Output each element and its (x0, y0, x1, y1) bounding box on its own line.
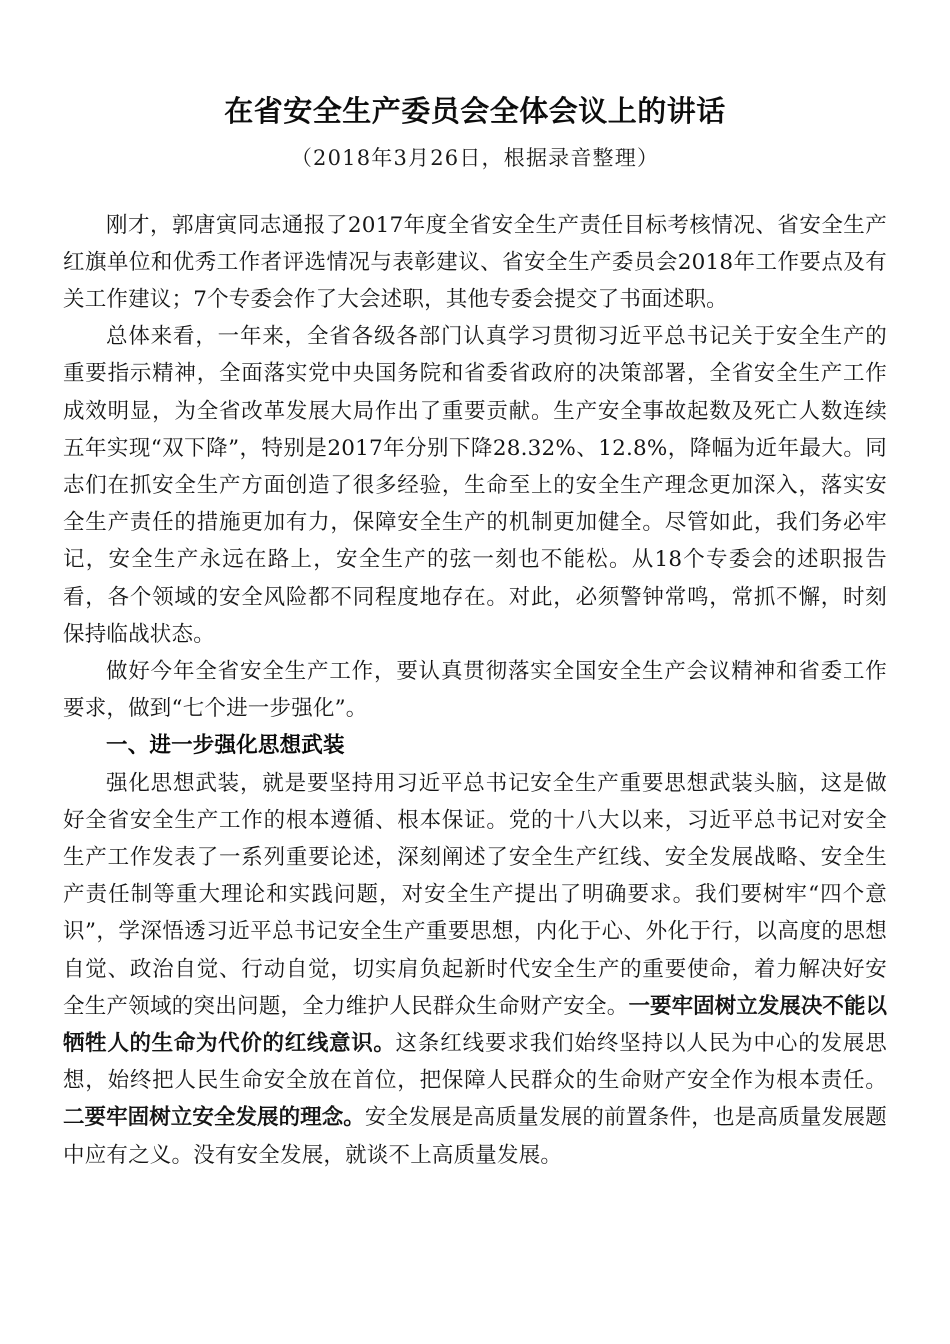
text-run: 安全发展是高质量发展的前置条件，也是高质量发展题中应有之义。没有安全发展，就谈不上高质量发展。 (63, 1105, 887, 1168)
text-run: 这条红线要求我们始终坚持以人民为中心的发展思想，始终把人民生命安全放在首位，把保障人民群众的生命财产安全作为根本责任。 (63, 1031, 887, 1094)
paragraph-4 (63, 765, 887, 1174)
paragraph-3: 做好今年全省安全生产工作，要认真贯彻落实全国安全生产会议精神和省委工作要求，做到“七个进一步强化”。 (63, 658, 887, 722)
emphasis-run: 二要牢固树立安全发展的理念。 (63, 1105, 365, 1131)
section-heading-1: 一、进一步强化思想武装 (106, 733, 345, 759)
document-content (63, 0, 887, 1174)
page-title: 在省安全生产委员会全体会议上的讲话 (224, 94, 726, 128)
document-subtitle: （2018年3月26日，根据录音整理） (290, 146, 660, 171)
emphasis-run: 一要牢固树立发展决不能以牺牲人的生命为代价的红线意识。 (63, 993, 887, 1057)
paragraph-2: 总体来看，一年来，全省各级各部门认真学习贯彻习近平总书记关于安全生产的重要指示精神，全面落实党中央国务院和省委省政府的决策部署，全省安全生产工作成效明显，为全省改革发展大局作出了重要贡献。生产安全事故起数及死亡人数连续五年实现“双下降”，特别是2017年分别下降28.32%、12.8%，降幅为近年最大。同志们在抓安全生产方面创造了很多经验，生命至上的安全生产理念更加深入，落实安全生产责任的措施更加有力，保障安全生产的机制更加健全。尽管如此，我们务必牢记，安全生产永远在路上，安全生产的弦一刻也不能松。从18个专委会的述职报告看，各个领域的安全风险都不同程度地存在。对此，必须警钟常鸣，常抓不懈，时刻保持临战状态。 (63, 324, 887, 647)
paragraph-1: 刚才，郭唐寅同志通报了2017年度全省安全生产责任目标考核情况、省安全生产红旗单位和优秀工作者评选情况与表彰建议、省安全生产委员会2018年工作要点及有关工作建议；7个专委会作了大会述职，其他专委会提交了书面述职。 (63, 212, 887, 312)
text-run: 强化思想武装，就是要坚持用习近平总书记安全生产重要思想武装头脑，这是做好全省安全生产工作的根本遵循、根本保证。党的十八大以来，习近平总书记对安全生产工作发表了一系列重要论述，深刻阐述了安全生产红线、安全发展战略、安全生产责任制等重大理论和实践问题，对安全生产提出了明确要求。我们要树牢“四个意识”，学深悟透习近平总书记安全生产重要思想，内化于心、外化于行，以高度的思想自觉、政治自觉、行动自觉，切实肩负起新时代安全生产的重要使命，着力解决好安全生产领域的突出问题，全力维护人民群众生命财产安全。 (63, 770, 887, 1019)
document-body (63, 173, 887, 1174)
